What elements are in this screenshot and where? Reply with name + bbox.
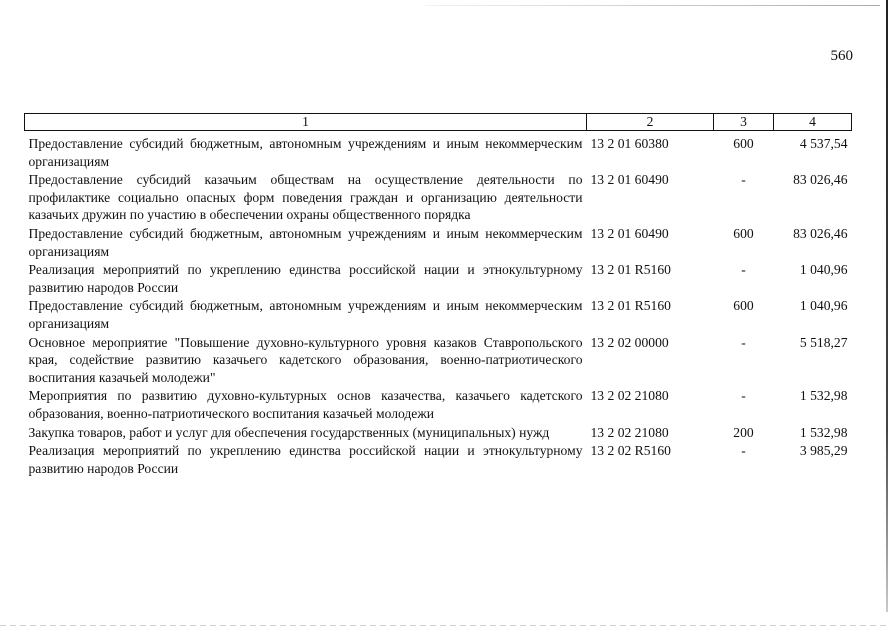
row-amount: 5 518,27	[799, 334, 848, 350]
table-row	[25, 334, 852, 388]
row-description: Мероприятия по развитию духовно-культурных основ казачества, казачьего кадетского образования, военно-патриотического воспитания казачьей молодежи	[28, 388, 583, 421]
row-description: Предоставление субсидий казачьим обществам на осуществление деятельности по профилактике социально опасных форм поведения граждан и организацию деятельности казачьих дружин по участию в обеспечении охраны общественного порядка	[28, 172, 583, 223]
table-row	[25, 225, 852, 261]
header-col-1: 1	[25, 114, 587, 131]
row-code: 13 2 01 R5160	[590, 298, 671, 314]
scan-artifact-top-line	[425, 5, 880, 6]
row-expense-type: -	[741, 388, 746, 404]
table-row	[25, 297, 852, 333]
table-row	[25, 424, 852, 443]
table-body	[25, 131, 852, 479]
row-description: Предоставление субсидий бюджетным, автономным учреждениям и иным некоммерческим организациям	[28, 225, 583, 259]
row-description: Реализация мероприятий по укреплению единства российской нации и этнокультурному развитию народов России	[28, 262, 583, 295]
header-row	[25, 114, 852, 131]
page-number: 560	[830, 48, 853, 64]
row-amount: 1 040,96	[799, 262, 848, 278]
row-expense-type: 600	[733, 136, 754, 151]
row-code: 13 2 02 R5160	[590, 443, 671, 459]
row-amount: 83 026,46	[793, 172, 848, 188]
row-expense-type: 200	[733, 424, 754, 440]
row-expense-type: 600	[733, 225, 754, 241]
row-expense-type: -	[741, 334, 746, 350]
row-code: 13 2 01 R5160	[590, 262, 671, 278]
row-code: 13 2 01 60490	[590, 172, 669, 188]
row-amount: 3 985,29	[799, 443, 848, 459]
row-amount: 1 532,98	[799, 424, 848, 440]
header-col-4: 4	[774, 114, 852, 131]
header-col-2: 2	[587, 114, 714, 131]
row-expense-type: -	[741, 172, 746, 188]
table-header	[25, 114, 852, 131]
row-description: Реализация мероприятий по укреплению единства российской нации и этнокультурному развитию народов России	[28, 443, 583, 476]
row-code: 13 2 02 21080	[590, 388, 669, 404]
scan-artifact-bottom-line	[0, 625, 888, 626]
row-description: Предоставление субсидий бюджетным, автономным учреждениям и иным некоммерческим организациям	[28, 298, 583, 331]
budget-table	[24, 113, 852, 478]
row-amount: 4 537,54	[799, 136, 848, 151]
row-expense-type: -	[741, 262, 746, 278]
header-col-3: 3	[714, 114, 774, 131]
row-description: Предоставление субсидий бюджетным, автономным учреждениям и иным некоммерческим организациям	[28, 136, 583, 169]
row-amount: 83 026,46	[793, 225, 848, 241]
table-row	[25, 135, 852, 171]
table-row	[25, 261, 852, 297]
row-code: 13 2 02 00000	[590, 334, 669, 350]
row-description: Основное мероприятие "Повышение духовно-культурного уровня казаков Ставропольского края, содействие развитию казачьего кадетского образования, военно-патриотического воспитания казачьей молодежи"	[28, 334, 583, 385]
row-expense-type: 600	[733, 298, 754, 314]
table-row	[25, 442, 852, 478]
row-code: 13 2 01 60490	[590, 225, 669, 241]
table-row	[25, 171, 852, 225]
row-code: 13 2 01 60380	[590, 136, 669, 151]
table-row	[25, 387, 852, 423]
row-amount: 1 040,96	[799, 298, 848, 314]
row-expense-type: -	[741, 443, 746, 459]
row-code: 13 2 02 21080	[590, 424, 669, 440]
row-description: Закупка товаров, работ и услуг для обеспечения государственных (муниципальных) нужд	[28, 424, 550, 440]
row-amount: 1 532,98	[799, 388, 848, 404]
